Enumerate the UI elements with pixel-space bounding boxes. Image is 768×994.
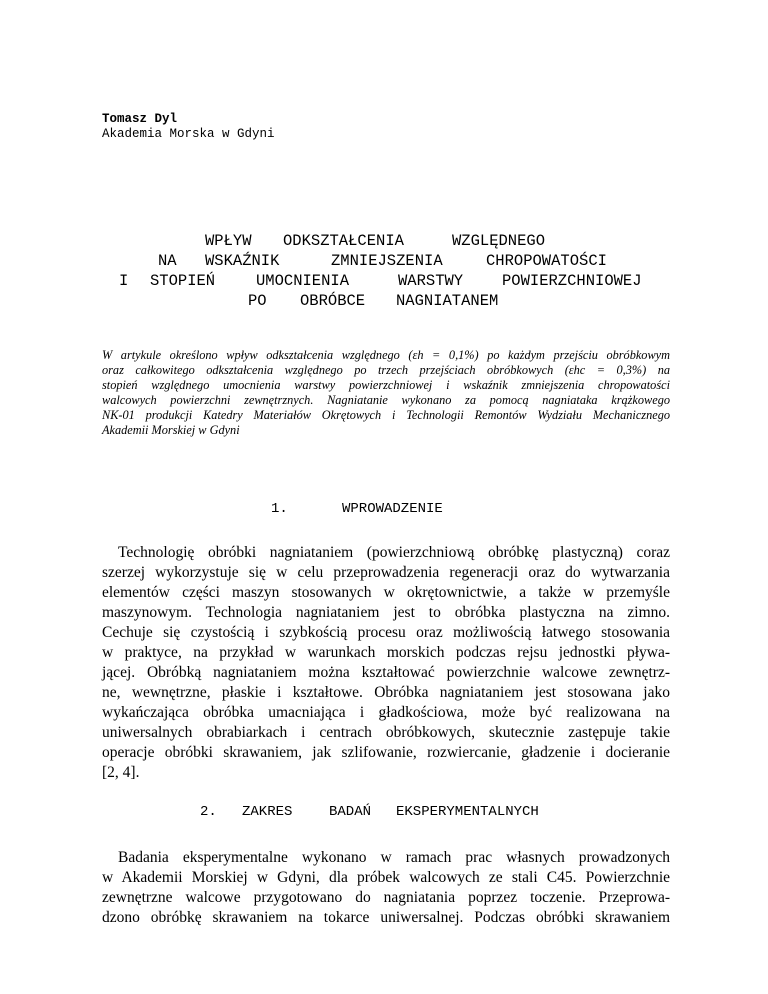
- paper-title: [102, 231, 670, 311]
- paragraph-line: zewnętrzne walcowe przygotowano do nagniatania poprzez toczenie. Przeprowa-: [102, 889, 670, 906]
- section-number: 2.: [200, 804, 217, 820]
- abstract-line: oraz całkowitego odkształcenia względnego po trzech przejściach obróbkowych (εhc = 0,3%) na: [102, 363, 670, 377]
- author-affiliation: Akademia Morska w Gdyni: [102, 127, 275, 141]
- title-word: CHROPOWATOŚCI: [486, 252, 607, 270]
- abstract-line: Akademii Morskiej w Gdyni: [102, 423, 240, 437]
- title-word: WSKAŹNIK: [205, 252, 280, 270]
- title-word: WPŁYW: [205, 232, 252, 250]
- title-word: OBRÓBCE: [300, 292, 366, 310]
- title-word: ODKSZTAŁCENIA: [283, 232, 404, 250]
- abstract-line: stopień względnego umocnienia warstwy powierzchniowej i wskaźnik zmniejszenia chropowatości: [102, 378, 670, 392]
- section-heading-2: [102, 804, 670, 822]
- title-word: I: [119, 272, 129, 290]
- title-line-4: [102, 291, 670, 311]
- section-title-word: EKSPERYMENTALNYCH: [396, 804, 539, 820]
- paragraph-line: [2, 4].: [102, 764, 140, 781]
- section-title-word: ZAKRES: [242, 804, 293, 820]
- paragraph-line: elementów części maszyn stosowanych w okrętownictwie, a także w przemyśle: [102, 584, 670, 601]
- paragraph-line: dzono obróbkę skrawaniem na tokarce uniwersalnej. Podczas obróbki skrawaniem: [102, 909, 670, 926]
- paragraph-line: Cechuje się czystością i szybkością procesu oraz możliwością łatwego stosowania: [102, 624, 670, 641]
- paragraph-line: jącej. Obróbką nagniataniem można kształtować powierzchnie walcowe zewnętrz-: [102, 664, 670, 681]
- paragraph-line: szerzej wykorzystuje się w celu przeprowadzenia regeneracji oraz do wytwarzania: [102, 564, 670, 581]
- paragraph-line: w praktyce, na przykład w warunkach morskich podczas rejsu jednostki pływa-: [102, 644, 670, 661]
- paragraph-line: maszynowym. Technologia nagniataniem jest to obróbka plastyczna na zimno.: [102, 604, 670, 621]
- abstract-line: W artykule określono wpływ odkształcenia względnego (εh = 0,1%) po każdym przejściu obróbkowym: [102, 348, 670, 362]
- title-line-2: [102, 251, 670, 271]
- abstract: [102, 348, 670, 438]
- section-heading-1: [102, 501, 670, 519]
- paragraph-line: w Akademii Morskiej w Gdyni, dla próbek walcowych ze stali C45. Powierzchnie: [102, 869, 670, 886]
- title-line-3: [102, 271, 670, 291]
- abstract-line: NK-01 produkcji Katedry Materiałów Okrętowych i Technologii Remontów Wydziału Mechanicznego: [102, 408, 670, 422]
- section-2-body: [102, 848, 670, 928]
- title-word: NAGNIATANEM: [396, 292, 499, 310]
- paragraph-line: Technologię obróbki nagniataniem (powierzchniową obróbkę plastyczną) coraz: [118, 544, 670, 561]
- abstract-line: walcowych powierzchni zewnętrznych. Nagniatanie wykonano za pomocą nagniataka krążkowego: [102, 393, 670, 407]
- paragraph-line: uniwersalnych obrabiarkach i centrach obróbkowych, skutecznie zastępuje takie: [102, 724, 670, 741]
- section-title-word: BADAŃ: [329, 804, 372, 820]
- title-word: ZMNIEJSZENIA: [331, 252, 443, 270]
- paragraph-line: wykańczająca obróbka umacniająca i gładkościowa, może być realizowana na: [102, 704, 670, 721]
- section-1-body: [102, 543, 670, 783]
- title-line-1: [102, 231, 670, 251]
- title-word: UMOCNIENIA: [256, 272, 350, 290]
- section-number: 1.: [271, 501, 288, 517]
- title-word: WZGLĘDNEGO: [452, 232, 546, 250]
- author-name: Tomasz Dyl: [102, 112, 178, 126]
- paragraph-line: Badania eksperymentalne wykonano w ramach prac własnych prowadzonych: [118, 849, 670, 866]
- paragraph-line: operacje obróbki skrawaniem, jak szlifowanie, rozwiercanie, gładzenie i docieranie: [102, 744, 670, 761]
- title-word: POWIERZCHNIOWEJ: [502, 272, 642, 290]
- title-word: NA: [158, 252, 177, 270]
- section-title: WPROWADZENIE: [342, 501, 443, 517]
- title-word: STOPIEŃ: [150, 272, 216, 290]
- paragraph-line: ne, wewnętrzne, płaskie i kształtowe. Obróbka nagniataniem jest stosowana jako: [102, 684, 670, 701]
- title-word: PO: [248, 292, 267, 310]
- title-word: WARSTWY: [398, 272, 464, 290]
